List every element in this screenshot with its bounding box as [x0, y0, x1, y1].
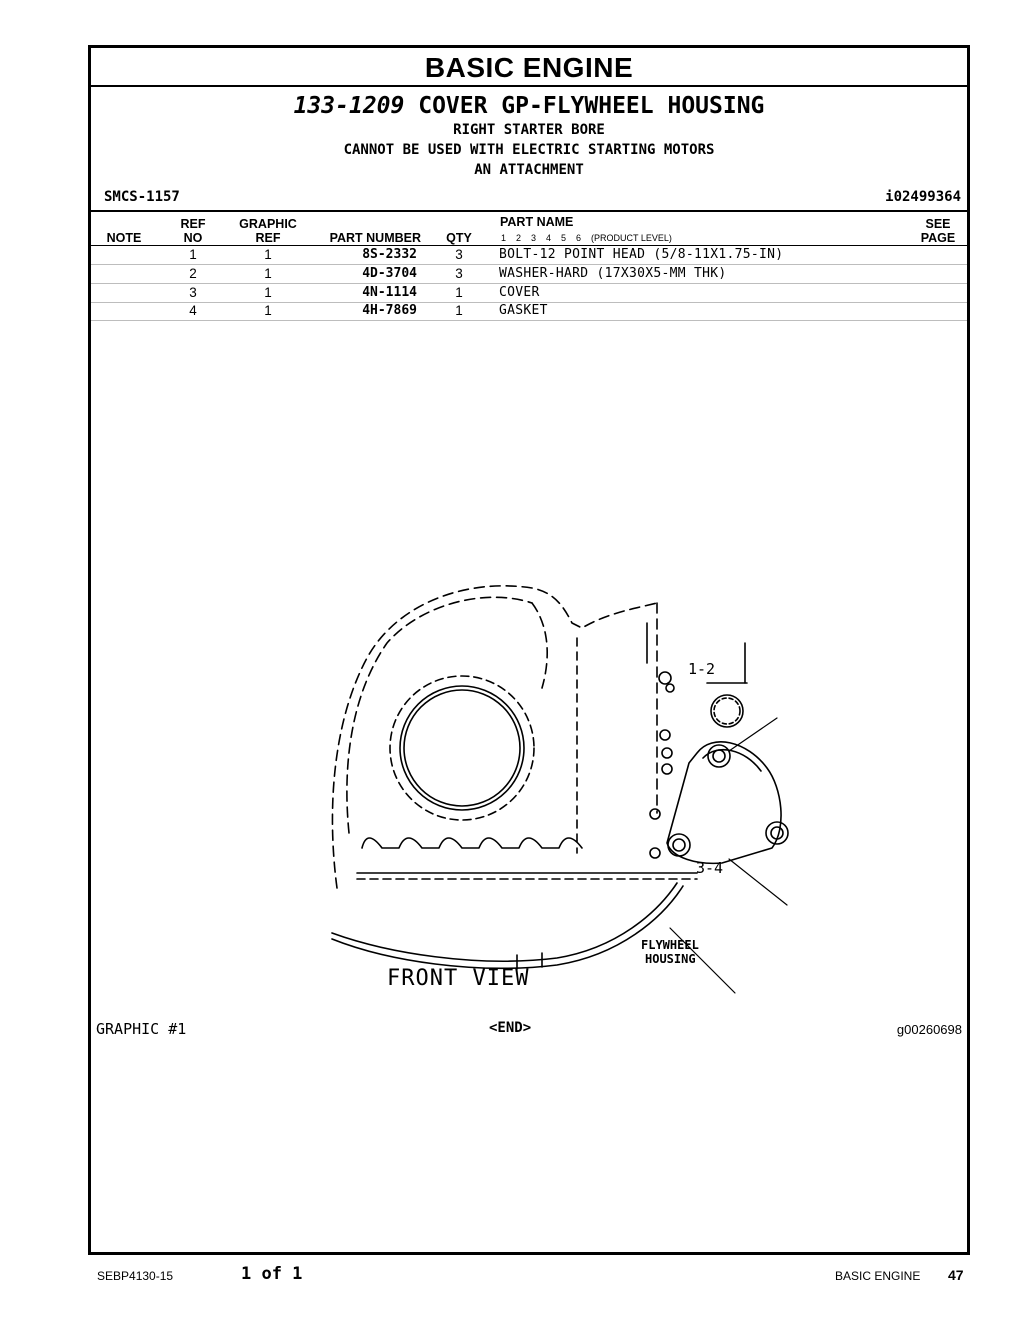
ref-no: 4 [189, 303, 197, 318]
part-name: BOLT-12 POINT HEAD (5/8-11X1.75-IN) [499, 247, 784, 262]
group-name: COVER GP-FLYWHEEL HOUSING [418, 93, 765, 119]
footer-document-number: SEBP4130-15 [97, 1269, 174, 1283]
quantity: 3 [455, 247, 463, 262]
quantity: 1 [455, 285, 463, 300]
header-see-top: SEE [925, 217, 951, 231]
graphic-number: g00260698 [896, 1022, 962, 1037]
part-name: COVER [499, 285, 540, 300]
part-name: GASKET [499, 303, 548, 318]
end-marker: <END> [489, 1020, 532, 1036]
group-part-number: 133-1209 [293, 93, 405, 119]
flywheel-housing-drawing [327, 583, 827, 1003]
flywheel-housing-label-line2: HOUSING [645, 952, 696, 966]
graphic-ref: 1 [264, 266, 272, 281]
header-graphic-bottom: REF [255, 231, 281, 245]
header-rule [91, 210, 967, 212]
part-number: 4N-1114 [362, 285, 417, 300]
graphic-ref: 1 [264, 303, 272, 318]
part-number: 4D-3704 [362, 266, 417, 281]
part-name: WASHER-HARD (17X30X5-MM THK) [499, 266, 727, 281]
part-number: 4H-7869 [362, 303, 417, 318]
callout-3-4: 3-4 [696, 859, 724, 877]
graphic-ref: 1 [264, 285, 272, 300]
header-part-name: PART NAME [500, 215, 574, 229]
document-ident: i02499364 [885, 189, 961, 205]
section-title: BASIC ENGINE [91, 48, 967, 87]
footer-section: BASIC ENGINE [835, 1269, 921, 1283]
callout-1-2: 1-2 [688, 660, 716, 678]
header-ref-top: REF [180, 217, 206, 231]
header-part-number: PART NUMBER [329, 231, 421, 245]
ref-no: 3 [189, 285, 197, 300]
graphic-ref: 1 [264, 247, 272, 262]
group-note-2: CANNOT BE USED WITH ELECTRIC STARTING MOTORS [343, 142, 715, 158]
front-view-label: FRONT VIEW [387, 966, 530, 991]
footer-page-of: 1 of 1 [241, 1264, 303, 1284]
group-note-3: AN ATTACHMENT [474, 162, 584, 178]
header-note: NOTE [106, 231, 142, 245]
header-see-bottom: PAGE [920, 231, 956, 245]
table-row [91, 284, 967, 303]
group-note-1: RIGHT STARTER BORE [453, 122, 605, 138]
housing-outline [332, 586, 657, 888]
footer-page-number: 47 [948, 1267, 964, 1283]
quantity: 3 [455, 266, 463, 281]
page-frame [88, 45, 970, 1255]
smcs-code: SMCS-1157 [104, 189, 180, 205]
ref-no: 1 [189, 247, 197, 262]
quantity: 1 [455, 303, 463, 318]
part-number: 8S-2332 [362, 247, 417, 262]
flywheel-housing-label-line1: FLYWHEEL [641, 938, 699, 952]
ref-no: 2 [189, 266, 197, 281]
table-row [91, 302, 967, 321]
header-qty: QTY [446, 231, 472, 245]
header-ref-bottom: NO [183, 231, 203, 245]
graphic-label: GRAPHIC #1 [96, 1020, 187, 1038]
group-title [91, 92, 967, 120]
header-graphic-top: GRAPHIC [239, 217, 297, 231]
table-row [91, 246, 967, 265]
table-row [91, 265, 967, 284]
header-product-level: 1 2 3 4 5 6 (PRODUCT LEVEL) [501, 233, 672, 243]
